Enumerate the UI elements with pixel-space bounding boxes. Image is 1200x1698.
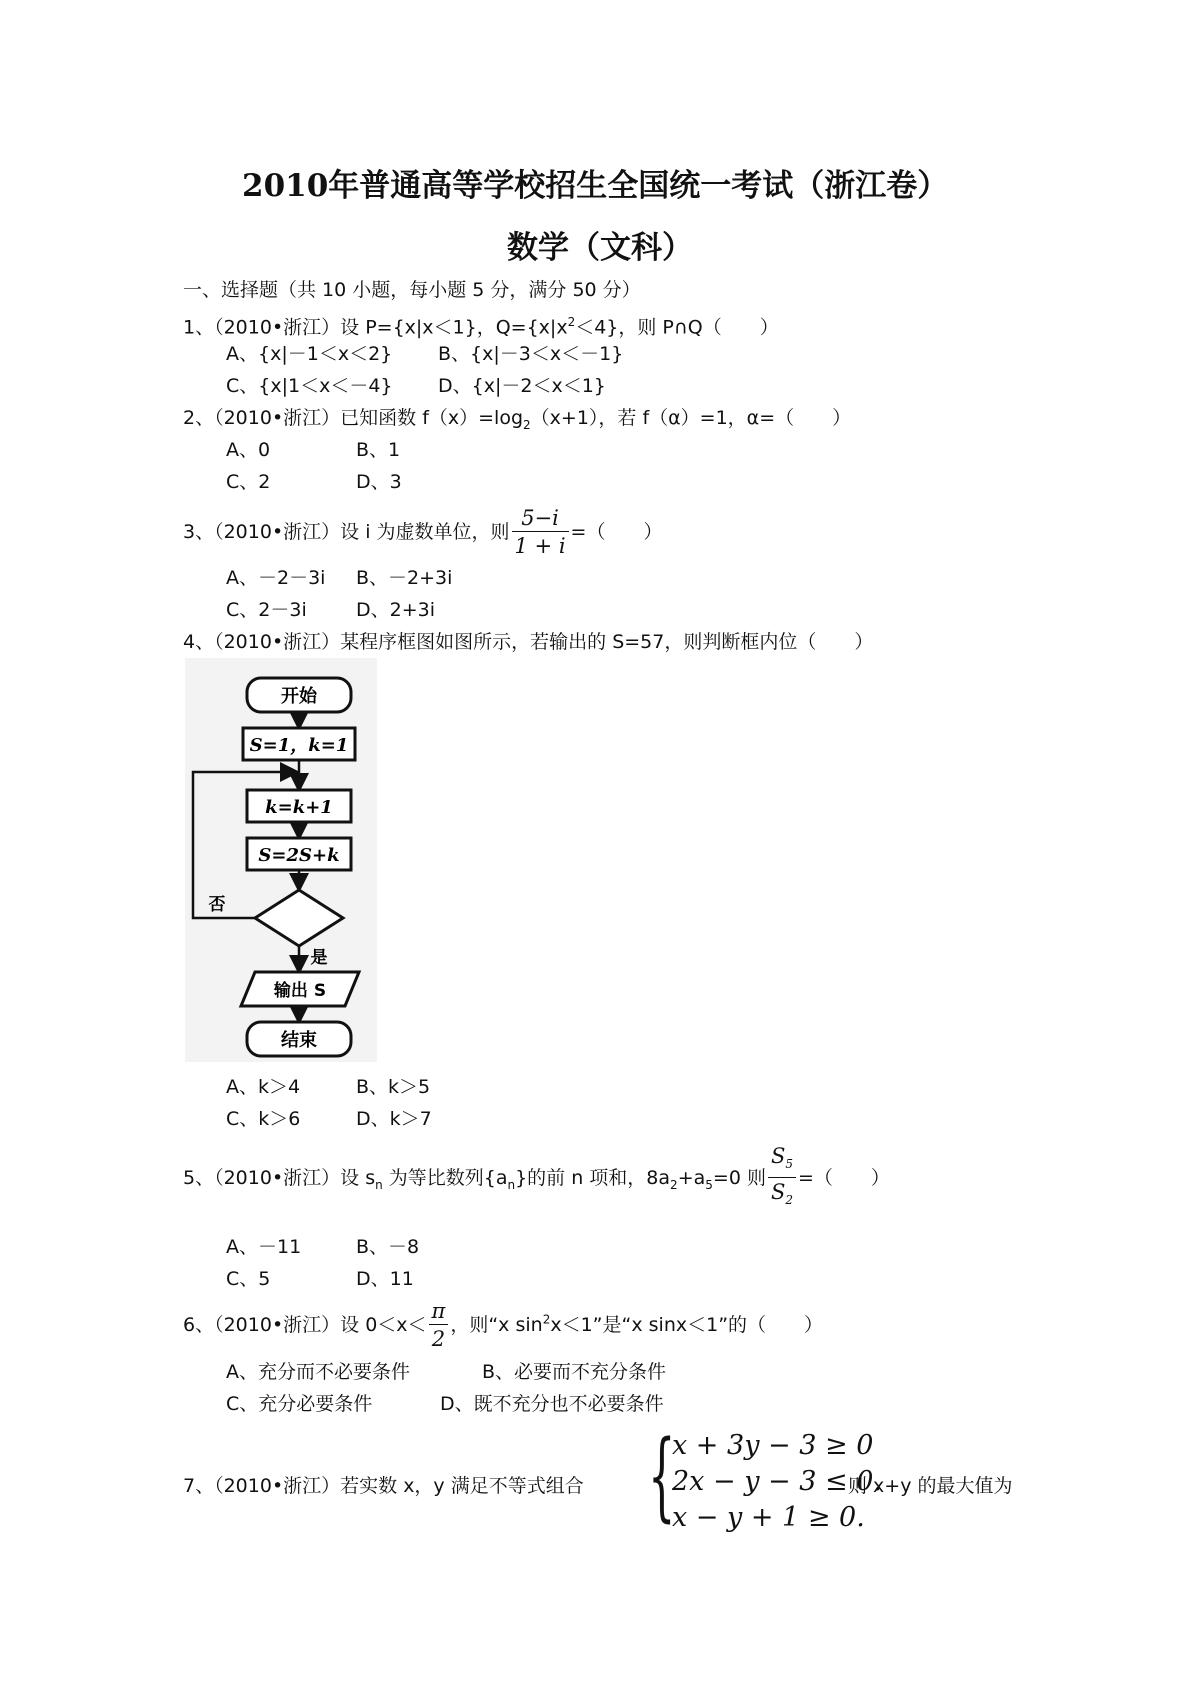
q5-fraction [768, 1143, 796, 1214]
q3-option-b: B、－2+3i [356, 567, 453, 589]
q5-option-a: A、－11 [226, 1236, 302, 1258]
q5-stem-mid4: =0 则 [712, 1167, 766, 1190]
q3-option-c: C、2－3i [226, 599, 307, 621]
q3-fraction [512, 505, 569, 560]
q6-option-c: C、充分必要条件 [226, 1393, 373, 1415]
q7-stem: 7、（2010•浙江）若实数 x，y 满足不等式组合 [183, 1475, 584, 1497]
q5-a2-sub: 2 [670, 1177, 678, 1192]
page-title: 2010年普通高等学校招生全国统一考试（浙江卷） [242, 168, 949, 204]
q7-stem-end: 则 x+y 的最大值为 [848, 1475, 1013, 1497]
q6-fraction [429, 1298, 449, 1353]
q6-option-a: A、充分而不必要条件 [226, 1361, 410, 1383]
q2-sub: 2 [523, 417, 531, 432]
q5-stem: 5、（2010•浙江）设 s [183, 1167, 376, 1190]
q5-frac-den-s: S [770, 1180, 786, 1205]
q6-option-d: D、既不充分也不必要条件 [440, 1393, 664, 1415]
q5-frac-den [768, 1177, 796, 1214]
flow-init-label: S=1，k=1 [249, 735, 349, 756]
q2-option-d: D、3 [356, 471, 402, 493]
flowchart [185, 658, 377, 1062]
q7-ineq-3: x − y + 1 ≥ 0. [672, 1502, 865, 1533]
section-heading: 一、选择题（共 10 小题，每小题 5 分，满分 50 分） [183, 279, 641, 301]
q4-option-a: A、k＞4 [226, 1076, 301, 1098]
question-3 [183, 505, 662, 560]
q6-option-b: B、必要而不充分条件 [482, 1361, 667, 1383]
q2-stem: 2、（2010•浙江）已知函数 f（x）=log [183, 407, 524, 429]
q4-option-c: C、k＞6 [226, 1108, 301, 1130]
q5-frac-num-s: S [770, 1144, 786, 1168]
q1-option-d: D、{x|－2＜x＜1} [438, 375, 606, 397]
question-6 [183, 1298, 823, 1353]
flow-step1-label: k=k+1 [265, 797, 333, 818]
q5-option-b: B、－8 [356, 1236, 420, 1258]
flow-decision [255, 890, 343, 946]
q5-stem-end: =（ ） [798, 1167, 890, 1190]
q5-frac-num-sub: 5 [785, 1157, 793, 1172]
q7-ineq-1: x + 3y − 3 ≥ 0 [672, 1430, 874, 1461]
q1-stem-end: ＜4}，则 P∩Q（ ） [575, 316, 779, 339]
q5-option-d: D、11 [356, 1268, 414, 1290]
q3-option-a: A、－2－3i [226, 567, 326, 589]
q3-stem-end: =（ ） [570, 521, 663, 543]
q2-option-a: A、0 [226, 439, 271, 461]
question-2 [183, 406, 851, 437]
q5-frac-den-sub: 2 [785, 1193, 793, 1208]
q6-stem-mid: ，则“x sin [450, 1314, 543, 1336]
flow-start-label: 开始 [281, 686, 317, 707]
q5-stem-mid2: }的前 n 项和，8a [515, 1167, 671, 1190]
page-subtitle: 数学（文科） [507, 230, 693, 266]
q5-option-c: C、5 [226, 1268, 271, 1290]
q7-ineq-2: 2x − y − 3 ≤ 0. [672, 1466, 882, 1497]
q5-a5-sub: 5 [705, 1177, 713, 1192]
flow-step2-label: S=2S+k [258, 845, 340, 866]
q5-s-sub: n [375, 1177, 383, 1192]
question-1 [183, 310, 779, 339]
question-4: 4、（2010•浙江）某程序框图如图所示，若输出的 S=57，则判断框内位（ ） [183, 631, 874, 653]
q5-frac-num [768, 1143, 796, 1177]
q5-a-sub: n [507, 1177, 516, 1192]
q5-stem-mid: 为等比数列{a [382, 1167, 508, 1190]
q4-option-d: D、k＞7 [356, 1108, 432, 1130]
q6-frac-num: π [431, 1299, 446, 1323]
q7-brace: { [648, 1420, 676, 1532]
q1-option-c: C、{x|1＜x＜－4} [226, 375, 393, 397]
flowchart-diagram [185, 658, 377, 1062]
q6-frac-den: 2 [429, 1324, 449, 1353]
q1-option-a: A、{x|－1＜x＜2} [226, 343, 393, 365]
q3-frac-num: 5−i [521, 506, 559, 530]
q2-stem-end: （x+1），若 f（α）=1，α=（ ） [530, 407, 852, 429]
q2-option-b: B、1 [356, 439, 401, 461]
q1-stem: 1、（2010•浙江）设 P={x|x＜1}，Q={x|x [183, 316, 568, 339]
q4-option-b: B、k＞5 [356, 1076, 431, 1098]
flow-yes-label: 是 [310, 948, 328, 968]
flow-output-label: 输出 S [273, 981, 327, 1001]
q6-stem: 6、（2010•浙江）设 0＜x＜ [183, 1314, 427, 1336]
q1-sup: 2 [567, 315, 576, 329]
q3-option-d: D、2+3i [356, 599, 436, 621]
question-5 [183, 1143, 890, 1214]
q3-stem: 3、（2010•浙江）设 i 为虚数单位，则 [183, 521, 510, 543]
flow-end-label: 结束 [281, 1030, 317, 1051]
q6-sup: 2 [542, 1312, 551, 1327]
q1-option-b: B、{x|－3＜x＜－1} [438, 343, 624, 365]
q5-stem-mid3: +a [677, 1167, 706, 1190]
q6-stem-end: x＜1”是“x sinx＜1”的（ ） [550, 1314, 824, 1336]
q2-option-c: C、2 [226, 471, 271, 493]
q3-frac-den: 1 + i [512, 531, 569, 560]
flow-no-label: 否 [208, 895, 226, 915]
